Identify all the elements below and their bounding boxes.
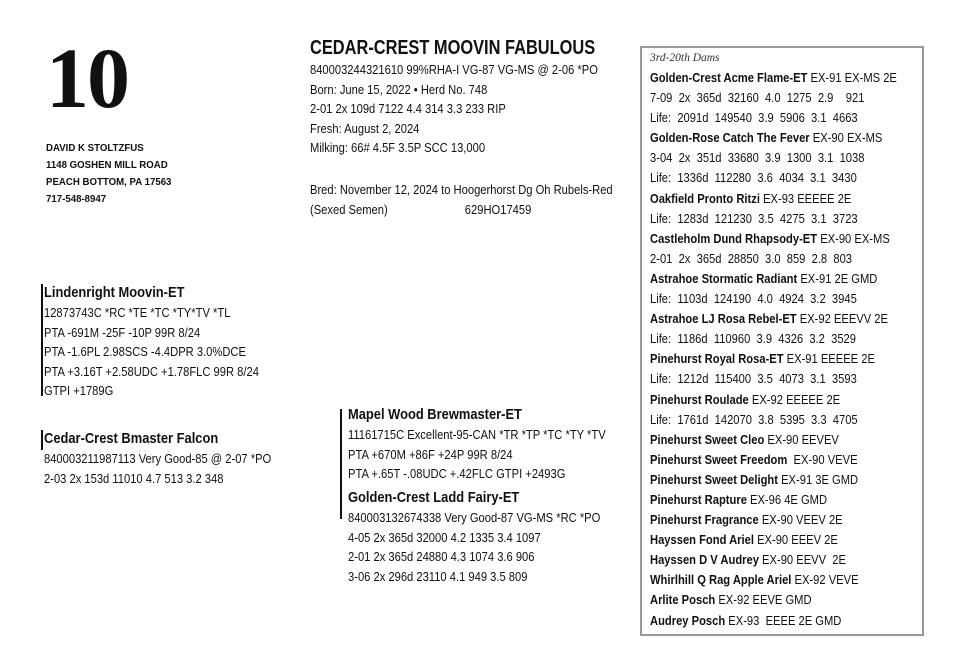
dam-row <box>650 168 897 188</box>
dam-row-info: Life: 1212d 115400 3.5 4073 3.1 3593 <box>650 371 857 387</box>
dam-row-info: EX-90 EX-MS <box>809 130 883 146</box>
dam-row-info: EX-92 VEVE <box>791 572 859 588</box>
animal-record-line: 2-01 2x 109d 7122 4.4 314 3.3 233 RIP <box>310 101 506 116</box>
dam-row <box>650 249 897 269</box>
dam-row <box>650 148 897 168</box>
dam-row <box>650 570 897 590</box>
mgd-block <box>348 488 641 586</box>
dam-row-name: Castleholm Dund Rhapsody-ET <box>650 230 818 246</box>
dam-row <box>650 390 897 410</box>
dam-row <box>650 269 897 289</box>
dam-row <box>650 530 897 550</box>
dam-row-info: EX-91 3E GMD <box>777 471 859 487</box>
sire-line: 12873743C *RC *TE *TC *TY*TV *TL <box>44 305 231 320</box>
dam-row-info: EX-90 EEVV 2E <box>758 552 846 568</box>
dam-row <box>650 128 897 148</box>
dam-row-info: EX-90 EEEV 2E <box>753 532 838 548</box>
dam-row <box>650 611 897 631</box>
dam-row-info: Life: 1103d 124190 4.0 4924 3.2 3945 <box>650 291 857 307</box>
dam-row-name: Pinehurst Sweet Cleo <box>650 431 765 447</box>
mgs-bracket <box>340 409 342 519</box>
owner-city: PEACH BOTTOM, PA 17563 <box>46 176 172 188</box>
mgd-line: 4-05 2x 365d 32000 4.2 1335 3.4 1097 <box>348 529 541 545</box>
dam-row <box>650 68 897 88</box>
animal-id-line: 840003244321610 99%RHA-I VG-87 VG-MS @ 2-06 *PO <box>310 62 598 77</box>
semen-type: (Sexed Semen) <box>310 201 388 217</box>
sire-line: PTA -691M -25F -10P 99R 8/24 <box>44 324 201 340</box>
dam-row <box>650 309 897 329</box>
dam-row-name: Hayssen D V Audrey <box>650 552 759 568</box>
dam-row-info: EX-92 EEEVV 2E <box>796 311 888 327</box>
dam-row-info: EX-91 EEEEE 2E <box>783 351 875 367</box>
owner-info <box>46 140 171 208</box>
sire-name: Lindenright Moovin-ET <box>44 284 185 301</box>
dam-row-info: EX-96 4E GMD <box>746 491 828 507</box>
dam-row-info: EX-92 EEEEE 2E <box>748 391 841 407</box>
mgs-block <box>348 405 648 484</box>
sire-bracket <box>41 284 43 396</box>
dams-list <box>650 68 937 631</box>
dam-row <box>650 590 897 610</box>
lot-number: 10 <box>46 30 128 126</box>
dam-block <box>44 429 308 488</box>
dam-row-info: EX-90 VEEV 2E <box>758 512 843 528</box>
dam-row-info: EX-90 VEVE <box>787 451 858 467</box>
dams-heading: 3rd-20th Dams <box>650 52 720 64</box>
owner-name: DAVID K STOLTZFUS <box>46 142 144 154</box>
dam-row-name: Oakfield Pronto Ritzi <box>650 190 760 206</box>
dam-row <box>650 209 897 229</box>
mgd-line: 2-01 2x 365d 24880 4.3 1074 3.6 906 <box>348 549 535 564</box>
mgs-line: 11161715C Excellent-95-CAN *TR *TP *TC *TY *TV <box>348 427 606 442</box>
dam-row-info: EX-90 EX-MS <box>817 230 890 246</box>
dam-row-name: Pinehurst Roulade <box>650 391 749 407</box>
dam-row <box>650 329 897 349</box>
dam-row <box>650 289 897 309</box>
dam-row-info: EX-93 EEEE 2E GMD <box>725 612 842 628</box>
dam-row-info: Life: 1761d 142070 3.8 5395 3.3 4705 <box>650 411 858 427</box>
animal-milking-line: Milking: 66# 4.5F 3.5P SCC 13,000 <box>310 140 486 155</box>
dam-row-info: Life: 1336d 112280 3.6 4034 3.1 3430 <box>650 170 857 186</box>
dam-row-info: 2-01 2x 365d 28850 3.0 859 2.8 803 <box>650 250 853 266</box>
dam-line: 2-03 2x 153d 11010 4.7 513 3.2 348 <box>44 470 224 486</box>
dam-row-name: Golden-Rose Catch The Fever <box>650 130 810 146</box>
sire-line: GTPI +1789G <box>44 383 114 398</box>
mgs-line: PTA +.65T -.08UDC +.42FLC GTPI +2493G <box>348 466 566 481</box>
dam-row <box>650 369 897 389</box>
breeding-info <box>310 180 662 219</box>
dam-row-name: Astrahoe LJ Rosa Rebel-ET <box>650 311 797 327</box>
dam-row-name: Pinehurst Sweet Delight <box>650 471 778 487</box>
dam-row-info: 7-09 2x 365d 32160 4.0 1275 2.9 921 <box>650 90 865 106</box>
animal-name: CEDAR-CREST MOOVIN FABULOUS <box>310 37 596 59</box>
dam-row <box>650 450 897 470</box>
dam-row <box>650 229 897 249</box>
dam-row <box>650 108 897 128</box>
mgs-line: PTA +670M +86F +24P 99R 8/24 <box>348 446 513 462</box>
animal-fresh-line: Fresh: August 2, 2024 <box>310 120 420 136</box>
semen-code: 629HO17459 <box>464 201 532 217</box>
dam-row-info: EX-90 EEVEV <box>764 431 839 447</box>
dam-row <box>650 430 897 450</box>
dam-row <box>650 510 897 530</box>
dam-row-name: Astrahoe Stormatic Radiant <box>650 270 798 286</box>
bred-line: Bred: November 12, 2024 to Hoogerhorst Dg Oh Rubels-Red <box>310 182 613 197</box>
dam-row <box>650 550 897 570</box>
dam-row-name: Pinehurst Fragrance <box>650 512 759 528</box>
dam-row-info: EX-93 EEEEE 2E <box>759 190 852 206</box>
dam-row <box>650 490 897 510</box>
sire-line: PTA +3.16T +2.58UDC +1.78FLC 99R 8/24 <box>44 363 259 379</box>
owner-address: 1148 GOSHEN MILL ROAD <box>46 159 168 171</box>
dam-row-name: Arlite Posch <box>650 592 716 608</box>
mgd-line: 840003132674338 Very Good-87 VG-MS *RC *PO <box>348 510 601 525</box>
dam-line: 840003211987113 Very Good-85 @ 2-07 *PO <box>44 451 272 466</box>
dam-row-info: EX-92 EEVE GMD <box>715 592 812 608</box>
dam-row-name: Pinehurst Rapture <box>650 491 747 507</box>
semen-line <box>310 200 613 220</box>
dam-row-info: EX-91 2E GMD <box>797 270 878 286</box>
dam-row-name: Pinehurst Royal Rosa-ET <box>650 351 784 367</box>
dam-row-name: Golden-Crest Acme Flame-ET <box>650 70 808 85</box>
animal-born-line: Born: June 15, 2022 • Herd No. 748 <box>310 81 488 97</box>
dam-row-info: Life: 1283d 121230 3.5 4275 3.1 3723 <box>650 210 858 226</box>
dam-row-info: EX-91 EX-MS 2E <box>807 70 897 85</box>
dam-row <box>650 410 897 430</box>
mgd-name: Golden-Crest Ladd Fairy-ET <box>348 489 520 506</box>
dam-name: Cedar-Crest Bmaster Falcon <box>44 430 219 447</box>
sire-block <box>44 283 294 401</box>
dam-row-name: Hayssen Fond Ariel <box>650 532 754 548</box>
dam-row-name: Whirlhill Q Rag Apple Ariel <box>650 572 792 588</box>
owner-phone: 717-548-8947 <box>46 193 107 205</box>
dam-row-info: Life: 2091d 149540 3.9 5906 3.1 4663 <box>650 110 858 126</box>
dam-row-info: 3-04 2x 351d 33680 3.9 1300 3.1 1038 <box>650 150 865 166</box>
dam-row-name: Pinehurst Sweet Freedom <box>650 451 788 467</box>
mgd-line: 3-06 2x 296d 23110 4.1 949 3.5 809 <box>348 568 528 584</box>
dam-row-info: Life: 1186d 110960 3.9 4326 3.2 3529 <box>650 331 856 347</box>
dam-row <box>650 88 897 108</box>
dam-row-name: Audrey Posch <box>650 612 726 628</box>
dam-row <box>650 470 897 490</box>
dam-row <box>650 349 897 369</box>
sire-line: PTA -1.6PL 2.98SCS -4.4DPR 3.0%DCE <box>44 344 246 359</box>
animal-info <box>310 36 658 158</box>
mgs-name: Mapel Wood Brewmaster-ET <box>348 406 522 423</box>
dam-row <box>650 189 897 209</box>
dam-bracket <box>41 430 43 450</box>
